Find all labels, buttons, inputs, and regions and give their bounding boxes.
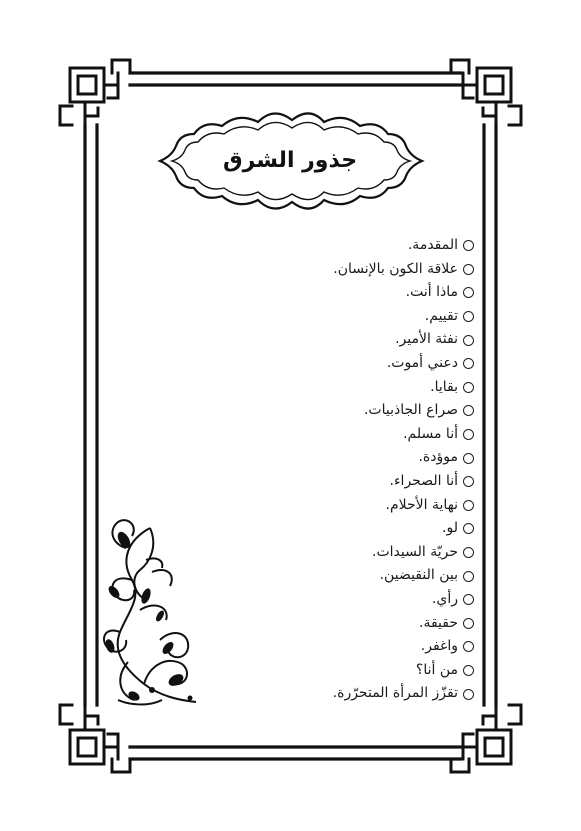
circle-bullet-icon bbox=[463, 240, 474, 251]
toc-item bbox=[214, 258, 474, 282]
ornament-leaves bbox=[104, 530, 193, 703]
toc-item-label: حريّة السيدات. bbox=[372, 543, 458, 560]
toc-item-label: أنا مسلم. bbox=[403, 425, 458, 442]
toc-item-label: رأي. bbox=[431, 590, 458, 607]
circle-bullet-icon bbox=[463, 689, 474, 700]
toc-item-label: حقيقة. bbox=[419, 614, 458, 631]
toc-item-label: واغفر. bbox=[420, 638, 458, 655]
toc-item-label: نهاية الأحلام. bbox=[385, 496, 458, 513]
circle-bullet-icon bbox=[463, 264, 474, 275]
toc-item-label: ماذا أنت. bbox=[405, 284, 458, 301]
toc-item bbox=[214, 682, 474, 706]
corner-knot-top-left-icon bbox=[60, 60, 130, 125]
toc-item bbox=[214, 494, 474, 518]
circle-bullet-icon bbox=[463, 665, 474, 676]
circle-bullet-icon bbox=[463, 594, 474, 605]
toc-item bbox=[214, 328, 474, 352]
toc-item-label: تقييم. bbox=[424, 307, 458, 324]
toc-item-label: أنا الصحراء. bbox=[389, 472, 458, 489]
toc-item-label: من أنا؟ bbox=[415, 661, 458, 678]
table-of-contents bbox=[214, 234, 474, 706]
circle-bullet-icon bbox=[463, 382, 474, 393]
circle-bullet-icon bbox=[463, 311, 474, 322]
circle-bullet-icon bbox=[463, 641, 474, 652]
circle-bullet-icon bbox=[463, 618, 474, 629]
toc-item-label: صراع الجاذبيات. bbox=[363, 402, 458, 419]
toc-item-label: بين النقيضين. bbox=[379, 567, 458, 584]
toc-item-label: بقايا. bbox=[430, 378, 458, 395]
toc-item bbox=[214, 635, 474, 659]
toc-item-label: تقزّز المرأة المتحرّرة. bbox=[332, 685, 458, 702]
circle-bullet-icon bbox=[463, 476, 474, 487]
toc-item bbox=[214, 305, 474, 329]
toc-item bbox=[214, 352, 474, 376]
toc-item-label: لو. bbox=[442, 520, 458, 537]
toc-item bbox=[214, 446, 474, 470]
toc-item-label: دعني أموت. bbox=[386, 354, 458, 371]
circle-bullet-icon bbox=[463, 523, 474, 534]
corner-knot-bottom-right-icon bbox=[451, 705, 521, 772]
toc-item-label: موؤدة. bbox=[418, 449, 458, 466]
toc-item bbox=[214, 470, 474, 494]
circle-bullet-icon bbox=[463, 547, 474, 558]
circle-bullet-icon bbox=[463, 429, 474, 440]
toc-item-label: المقدمة. bbox=[407, 237, 458, 253]
toc-item bbox=[214, 541, 474, 565]
toc-item-label: علاقة الكون بالإنسان. bbox=[333, 260, 458, 277]
circle-bullet-icon bbox=[463, 405, 474, 416]
toc-item bbox=[214, 612, 474, 636]
circle-bullet-icon bbox=[463, 358, 474, 369]
corner-knot-bottom-left-icon bbox=[60, 705, 130, 772]
toc-item bbox=[214, 399, 474, 423]
corner-knot-top-right-icon bbox=[451, 60, 521, 125]
toc-item bbox=[214, 659, 474, 683]
toc-item bbox=[214, 564, 474, 588]
toc-item-label: نفثة الأمير. bbox=[395, 331, 458, 348]
toc-item bbox=[214, 281, 474, 305]
toc-item bbox=[214, 234, 474, 258]
circle-bullet-icon bbox=[463, 500, 474, 511]
circle-bullet-icon bbox=[463, 335, 474, 346]
page-title: جذور الشرق bbox=[222, 148, 358, 173]
toc-item bbox=[214, 376, 474, 400]
circle-bullet-icon bbox=[463, 287, 474, 298]
circle-bullet-icon bbox=[463, 571, 474, 582]
toc-item bbox=[214, 517, 474, 541]
toc-item bbox=[214, 423, 474, 447]
circle-bullet-icon bbox=[463, 453, 474, 464]
toc-item bbox=[214, 588, 474, 612]
